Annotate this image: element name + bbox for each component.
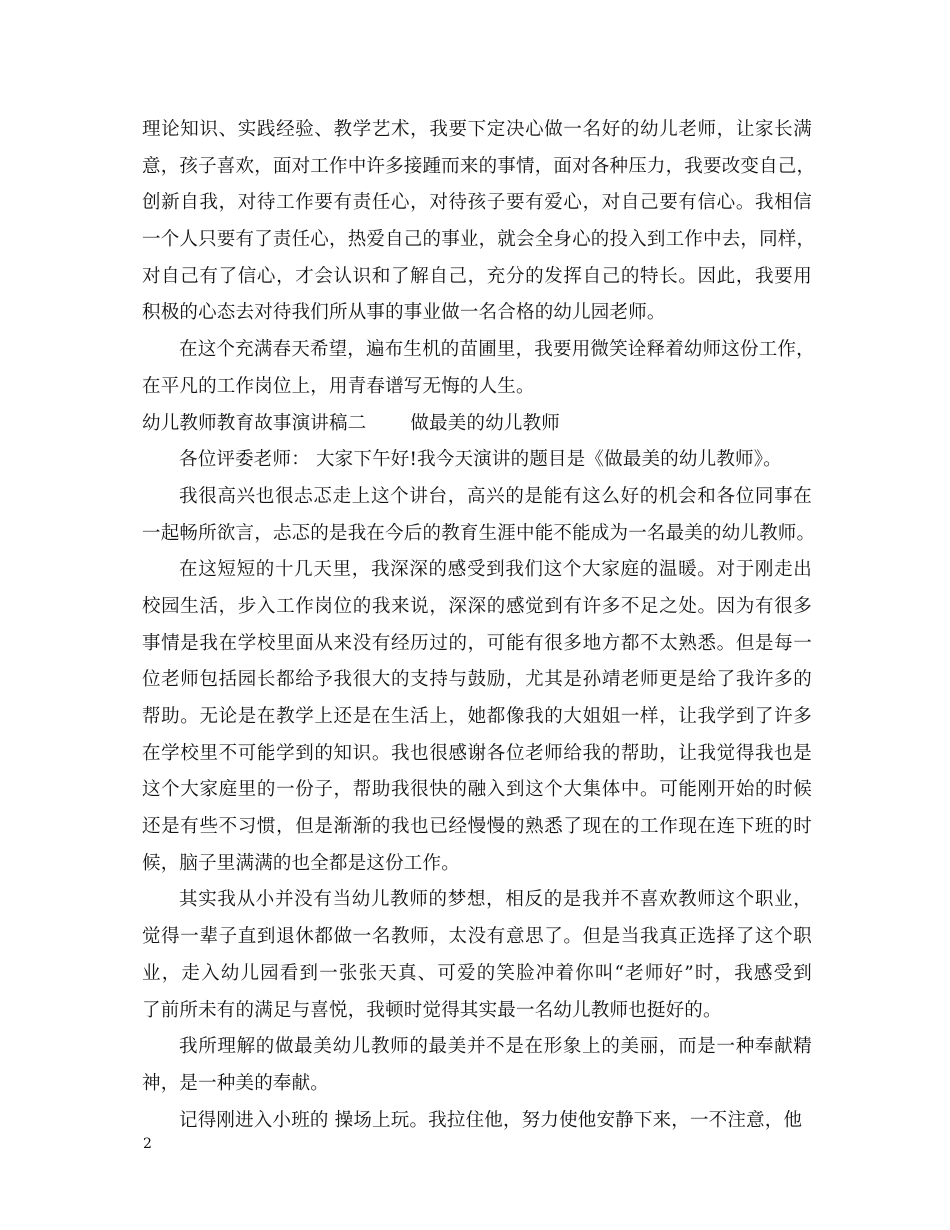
paragraph-line: 神，是一种美的奉献。 [142, 1072, 330, 1094]
paragraph-line: 校园生活，步入工作岗位的我来说，深深的感觉到有许多不足之处。因为有很多 [142, 595, 812, 617]
page-number: 2 [143, 1136, 152, 1152]
paragraph [142, 479, 816, 552]
paragraph-line: 各位评委老师： 大家下午好!我今天演讲的题目是《做最美的幼儿教师》。 [179, 449, 782, 471]
paragraph-line: 在这短短的十几天里，我深深的感受到我们这个大家庭的温暖。对于刚走出 [179, 559, 812, 581]
section-heading-subtitle: 做最美的幼儿教师 [410, 412, 561, 434]
paragraph-line: 在学校里不可能学到的知识。我也很感谢各位老师给我的帮助，让我觉得我也是 [142, 742, 812, 764]
paragraph-line: 理论知识、实践经验、教学艺术，我要下定决心做一名好的幼儿老师，让家长满 [142, 119, 812, 140]
paragraph-line: 意，孩子喜欢，面对工作中许多接踵而来的事情，面对各种压力，我要改变自己， [142, 155, 816, 177]
paragraph-line: 业，走入幼儿园看到一张张天真、可爱的笑脸冲着你叫“老师好”时，我感受到 [142, 962, 812, 984]
paragraph-line: 一个人只要有了责任心，热爱自己的事业，就会全身心的投入到工作中去，同样， [142, 229, 816, 251]
paragraph-line: 事情是我在学校里面从来没有经历过的，可能有很多地方都不太熟悉。但是每一 [142, 632, 812, 654]
paragraph-line: 在平凡的工作岗位上，用青春谱写无悔的人生。 [142, 375, 535, 397]
paragraph-line: 我很高兴也很忐忑走上这个讲台，高兴的是能有这么好的机会和各位同事在 [179, 485, 812, 507]
paragraph [142, 332, 815, 405]
paragraph-line: 候，脑子里满满的也全都是这份工作。 [142, 852, 460, 874]
paragraph-line: 帮助。无论是在教学上还是在生活上，她都像我的大姐姐一样，让我学到了许多 [142, 706, 812, 727]
paragraph [142, 112, 816, 332]
paragraph-line: 一起畅所欲言，忐忑的是我在今后的教育生涯中能不能成为一名最美的幼儿教师。 [142, 522, 816, 544]
paragraph-line: 了前所未有的满足与喜悦，我顿时觉得其实最一名幼儿教师也挺好的。 [142, 999, 722, 1021]
section-heading [142, 406, 812, 443]
paragraph [142, 442, 812, 479]
paragraph-line: 这个大家庭里的一份子，帮助我很快的融入到这个大集体中。可能刚开始的时候 [142, 779, 812, 801]
paragraph-line: 记得刚进入小班的 操场上玩。我拉住他，努力使他安静下来，一不注意，他 [179, 1109, 803, 1131]
paragraph [142, 552, 812, 882]
paragraph-line: 在这个充满春天希望，遍布生机的苗圃里，我要用微笑诠释着幼师这份工作， [179, 339, 815, 361]
section-heading-title: 幼儿教师教育故事演讲稿二 [142, 412, 367, 434]
paragraph [142, 1029, 812, 1102]
paragraph-line: 觉得一辈子直到退休都做一名教师，太没有意思了。但是当我真正选择了这个职 [142, 926, 812, 948]
paragraph-line: 我所理解的做最美幼儿教师的最美并不是在形象上的美丽，而是一种奉献精 [179, 1036, 812, 1058]
paragraph [142, 882, 812, 1029]
paragraph-line: 还是有些不习惯，但是渐渐的我也已经慢慢的熟悉了现在的工作现在连下班的时 [142, 816, 812, 838]
paragraph-line: 积极的心态去对待我们所从事的事业做一名合格的幼儿园老师。 [142, 302, 666, 324]
paragraph-line: 其实我从小并没有当幼儿教师的梦想，相反的是我并不喜欢教师这个职业， [179, 889, 812, 911]
body-text [142, 112, 816, 1139]
paragraph-line: 位老师包括园长都给予我很大的支持与鼓励，尤其是孙靖老师更是给了我许多的 [142, 669, 812, 691]
paragraph-line: 对自己有了信心，才会认识和了解自己，充分的发挥自己的特长。因此，我要用 [142, 265, 812, 287]
paragraph-line: 创新自我，对待工作要有责任心，对待孩子要有爱心，对自己要有信心。我相信 [142, 192, 812, 214]
paragraph [142, 1103, 812, 1140]
